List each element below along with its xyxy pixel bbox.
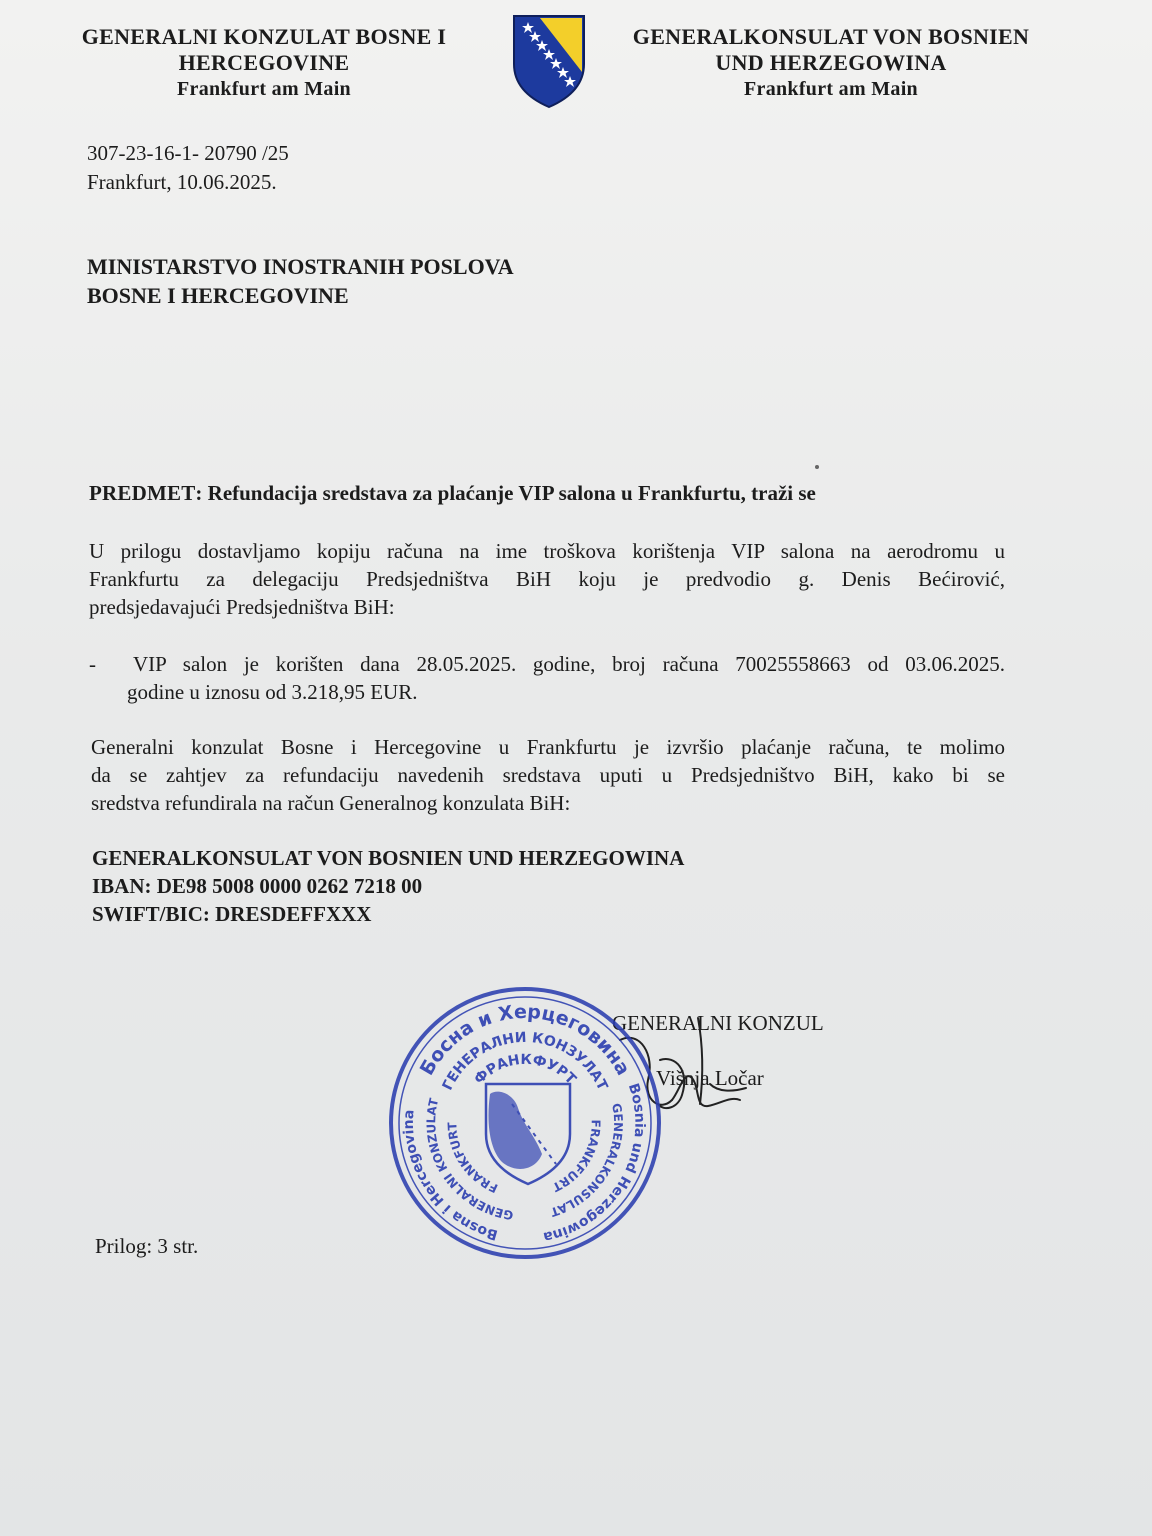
attachment-note: Prilog: 3 str. [95, 1234, 199, 1258]
header-left-city: Frankfurt am Main [177, 78, 351, 100]
header-right [616, 24, 1046, 102]
subject-text: : Refundacija sredstava za plaćanje VIP salona u Frankfurtu, traži se [195, 481, 816, 505]
stamp-outer-right: Bosnia und Herzegowina [541, 1081, 648, 1245]
subject-label: PREDMET [89, 481, 196, 505]
body-paragraph-2 [91, 733, 1005, 817]
bosnia-coat-of-arms-icon [510, 12, 588, 110]
signature-title: GENERALNI KONZUL [612, 1011, 824, 1035]
recipient-line2: BOSNE I HERCEGOVINE [87, 283, 349, 308]
stamp-inner-left: GENERALNI KONZULAT [424, 1097, 515, 1223]
stamp-inner-right: GENERALKONSULAT [548, 1102, 626, 1220]
official-stamp [386, 984, 664, 1262]
bank-swift: SWIFT/BIC: DRESDEFFXXX [92, 902, 372, 926]
bullet-marker: - [89, 652, 96, 676]
bullet-line: VIP salon je korišten dana 28.05.2025. godine, broj računa 70025558663 od 03.06.2025. [133, 652, 1005, 676]
body-paragraph-1 [89, 537, 1005, 621]
recipient-block [87, 252, 514, 310]
bullet-line: godine u iznosu od 3.218,95 EUR. [127, 680, 418, 704]
reference-block [87, 139, 289, 197]
para1-line: U prilogu dostavljamo kopiju računa na ime troškova korištenja VIP salona na aerodromu u [89, 539, 1005, 563]
stamp-outer-top: Босна и Херцеговина [415, 1000, 635, 1080]
para2-line: Generalni konzulat Bosne i Hercegovine u Frankfurtu je izvršio plaćanje računa, te molimo [91, 735, 1005, 759]
reference-number: 307-23-16-1- 20790 /25 [87, 141, 289, 165]
header-right-line2: UND HERZEGOWINA [715, 50, 947, 75]
header-right-line1: GENERALKONSULAT VON BOSNIEN [632, 24, 1030, 49]
stamp-right-city: FRANKFURT [550, 1119, 603, 1195]
bank-iban: IBAN: DE98 5008 0000 0262 7218 00 [92, 874, 423, 898]
bank-details [92, 844, 684, 928]
stamp-left-city: FRANKFURT [445, 1121, 500, 1196]
header-left [62, 24, 466, 102]
header-left-line2: HERCEGOVINE [178, 50, 350, 75]
para1-line: Frankfurtu za delegaciju Predsjedništva BiH koju je predvodio g. Denis Bećirović, [89, 567, 1005, 591]
signature-name: Višnja Ločar [656, 1066, 764, 1090]
para2-line: sredstva refundirala na račun Generalnog konzulata BiH: [91, 791, 571, 815]
para1-line: predsjedavajući Predsjedništva BiH: [89, 595, 395, 619]
bank-name: GENERALKONSULAT VON BOSNIEN UND HERZEGOWINA [92, 846, 685, 870]
stamp-inner-top: ГЕНЕРАЛНИ КОНЗУЛАТ [439, 1029, 611, 1093]
para2-line: da se zahtjev za refundaciju navedenih sredstava uputi u Predsjedništvo BiH, kako bi se [91, 763, 1005, 787]
reference-place-date: Frankfurt, 10.06.2025. [87, 170, 277, 194]
header-right-city: Frankfurt am Main [744, 78, 918, 100]
svg-text:ФРАНКФУРТ [471, 1052, 579, 1088]
header-left-line1: GENERALNI KONZULAT BOSNE I [81, 24, 447, 49]
bullet-item [127, 650, 1005, 706]
recipient-line1: MINISTARSTVO INOSTRANIH POSLOVA [87, 254, 514, 279]
paper-speck [815, 465, 819, 469]
stamp-outer-left: Bosna i Hercegovina [400, 1108, 500, 1243]
subject-line [89, 481, 1009, 506]
stamp-inner-city: ФРАНКФУРТ [471, 1051, 579, 1088]
stamp-shield-icon [486, 1084, 570, 1184]
